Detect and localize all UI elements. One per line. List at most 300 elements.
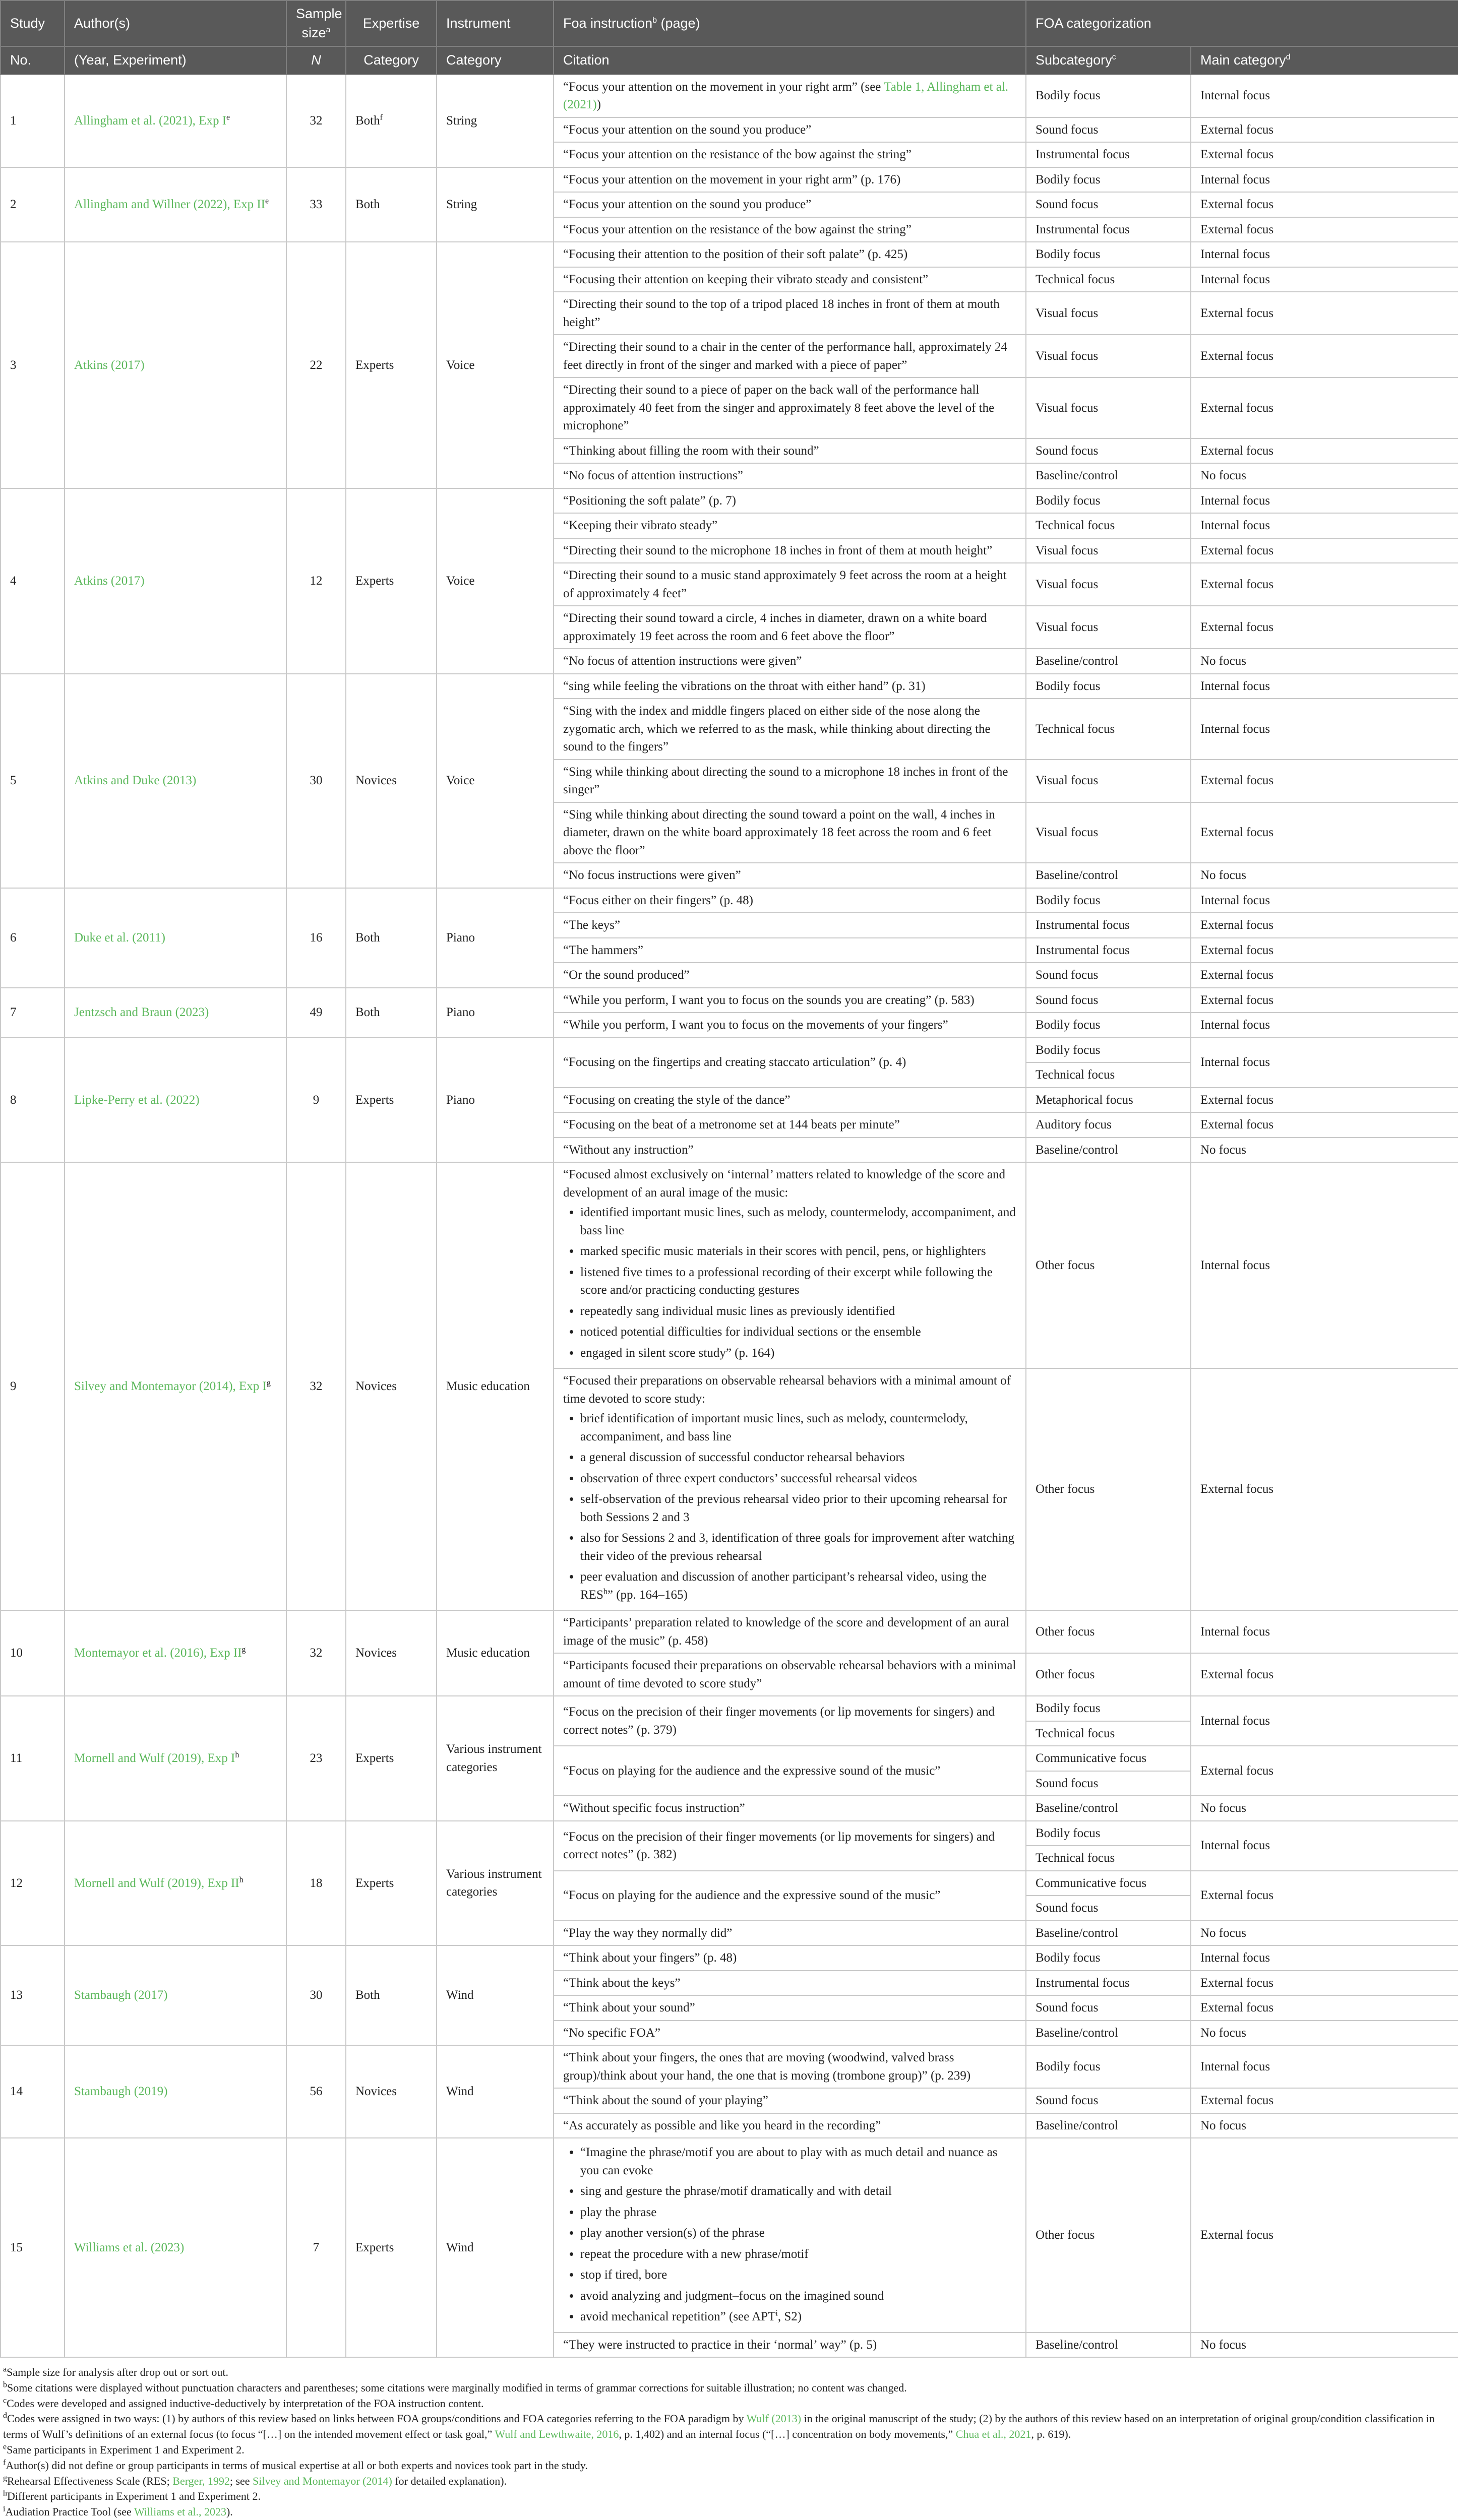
main-category-value: External focus: [1200, 349, 1274, 363]
study-author: [65, 488, 286, 674]
header-instrument: Instrument: [437, 1, 554, 46]
table-row: [1, 75, 1458, 117]
footnote: [3, 2396, 1455, 2412]
citation: [554, 1921, 1026, 1946]
main-category: [1191, 438, 1458, 464]
sample-size: [286, 488, 346, 674]
citation-list-item-text: peer evaluation and discussion of another participant’s rehearsal video, using the RES: [580, 1570, 987, 1602]
footnote-text: Rehearsal Effectiveness Scale (RES;: [7, 2474, 173, 2487]
table-row: [1, 1945, 1458, 1971]
main-category-value: No focus: [1200, 2118, 1246, 2132]
main-category-value: External focus: [1200, 2228, 1274, 2242]
main-category-value: External focus: [1200, 774, 1274, 788]
study-number: [1, 2138, 65, 2357]
citation: [554, 1871, 1026, 1921]
citation-text: “No focus instructions were given”: [563, 868, 741, 883]
instrument-value: Music education: [446, 1379, 530, 1393]
header-expertise: Expertise: [346, 1, 437, 46]
subcategory: [1026, 463, 1191, 488]
subcategory: [1026, 760, 1191, 802]
subcategory: [1026, 988, 1191, 1013]
citation-list: [563, 1410, 1016, 1604]
subcategory-value: Bodily focus: [1036, 1826, 1101, 1840]
main-category: [1191, 913, 1458, 938]
study-number-text: 10: [10, 1646, 23, 1660]
table-row: [1, 1696, 1458, 1746]
main-category: [1191, 760, 1458, 802]
citation-list-item-text: observation of three expert conductors’ successful rehearsal videos: [580, 1471, 918, 1485]
subcategory-value: Baseline/control: [1036, 2026, 1118, 2040]
footnote-text: Audiation Practice Tool (see: [5, 2505, 134, 2518]
instrument: [437, 1696, 554, 1821]
study-number-text: 1: [10, 113, 17, 128]
footnote: [3, 2411, 1455, 2442]
subcategory-value: Sound focus: [1036, 444, 1099, 458]
citation-list-item: [580, 1470, 1016, 1488]
citation: [554, 913, 1026, 938]
author-link: Atkins (2017): [74, 358, 145, 372]
subcategory: [1026, 75, 1191, 117]
instrument: [437, 1821, 554, 1946]
main-category-value: External focus: [1200, 444, 1274, 458]
citation-text: “No focus of attention instructions were given”: [563, 654, 802, 668]
study-number: [1, 1821, 65, 1946]
main-category-value: No focus: [1200, 868, 1246, 883]
author-link: Silvey and Montemayor (2014), Exp I: [74, 1379, 267, 1393]
main-category-value: No focus: [1200, 2338, 1246, 2352]
citation-list-item: [580, 1204, 1016, 1239]
citation-text: “Positioning the soft palate” (p. 7): [563, 493, 736, 508]
footnote-mark: d: [3, 2412, 7, 2421]
citation-text: “While you perform, I want you to focus on the movements of your fingers”: [563, 1018, 948, 1032]
footnote-link[interactable]: Williams et al., 2023: [134, 2505, 226, 2518]
citation-list-item: [580, 1302, 1016, 1320]
subcategory: [1026, 142, 1191, 167]
subcategory: [1026, 1038, 1191, 1088]
footnote-link[interactable]: Chua et al., 2021: [955, 2428, 1031, 2441]
study-number-text: 7: [10, 1005, 17, 1020]
main-category: [1191, 1995, 1458, 2021]
citation: [554, 1138, 1026, 1163]
subcategory-value: Communicative focus: [1036, 1876, 1147, 1890]
subcategory-value: Other focus: [1036, 1482, 1095, 1496]
header-row-1: [1, 1, 1458, 46]
main-category: [1191, 1971, 1458, 1996]
study-number: [1, 2045, 65, 2138]
footnote-link[interactable]: Silvey and Montemayor (2014): [253, 2474, 392, 2487]
main-category: [1191, 2333, 1458, 2358]
subcategory-value: Visual focus: [1036, 620, 1099, 634]
instrument: [437, 1945, 554, 2045]
citation-list-item: [580, 1264, 1016, 1299]
subcategory: [1026, 217, 1191, 242]
instrument-value: Various instrument categories: [446, 1742, 542, 1774]
footnote-text: Author(s) did not define or group participants in terms of musical expertise at all or both experts and novices took part in the study.: [6, 2459, 588, 2472]
sample-size: [286, 1610, 346, 1696]
subcategory-value: Other focus: [1036, 1258, 1095, 1272]
footnote-text: Different participants in Experiment 1 and Experiment 2.: [7, 2490, 261, 2503]
main-category-value: Internal focus: [1200, 1839, 1270, 1853]
study-number-text: 13: [10, 1988, 23, 2002]
study-number-text: 12: [10, 1876, 23, 1890]
table-row: [1, 888, 1458, 913]
study-number: [1, 988, 65, 1038]
citation-text: “Without any instruction”: [563, 1143, 694, 1157]
citation-list-item: [580, 1323, 1016, 1341]
subcategory: [1026, 2113, 1191, 2138]
main-category: [1191, 142, 1458, 167]
subcategory: [1026, 1796, 1191, 1821]
main-category-value: Internal focus: [1200, 1624, 1270, 1639]
study-author: [65, 1610, 286, 1696]
expertise-value: Novices: [355, 1646, 397, 1660]
citation-text: “Directing their sound toward a circle, 4 inches in diameter, drawn on a white board approximately 19 feet across the room and 6 feet above the floor”: [563, 611, 987, 643]
subcategory: [1026, 1696, 1191, 1746]
main-category-value: External focus: [1200, 222, 1274, 236]
sample-size-value: 18: [310, 1876, 323, 1890]
main-category-value: External focus: [1200, 2001, 1274, 2015]
citation-text: “Without specific focus instruction”: [563, 1801, 745, 1815]
citation-text: “Directing their sound to a music stand approximately 9 feet across the room at a height of approximately 4 feet”: [563, 569, 1007, 600]
subcategory: [1026, 2138, 1191, 2333]
main-category-value: No focus: [1200, 469, 1246, 483]
main-category: [1191, 649, 1458, 674]
expertise: [346, 488, 437, 674]
main-category-value: External focus: [1200, 401, 1274, 415]
subcategory-value: Technical focus: [1036, 722, 1115, 736]
citation-list-item: [580, 2182, 1016, 2200]
subcategory-value: Sound focus: [1036, 122, 1099, 137]
subcategory: [1026, 192, 1191, 217]
main-category-value: External focus: [1200, 306, 1274, 320]
sample-size-value: 22: [310, 358, 323, 372]
table-body: [1, 75, 1458, 2358]
header-main-category: Main category$^d$: [1191, 46, 1458, 75]
expertise: [346, 988, 437, 1038]
subcategory: [1026, 292, 1191, 335]
author-footnote-mark: h: [235, 1750, 239, 1759]
table-row: [1, 988, 1458, 1013]
citation-list-item: [580, 1410, 1016, 1445]
subcategory-value: Other focus: [1036, 2228, 1095, 2242]
main-category: [1191, 267, 1458, 292]
sample-size-value: 32: [310, 1646, 323, 1660]
citation: [554, 802, 1026, 863]
citation: [554, 513, 1026, 538]
subcategory: [1026, 888, 1191, 913]
subcategory-value: Sound focus: [1036, 993, 1099, 1007]
subcategory-value: Sound focus: [1026, 1895, 1190, 1920]
footnote: [3, 2365, 1455, 2380]
subcategory: [1026, 267, 1191, 292]
subcategory: [1026, 167, 1191, 193]
author-footnote-mark: e: [265, 197, 269, 206]
expertise: [346, 1162, 437, 1610]
citation-text: “Focusing on the beat of a metronome set at 144 beats per minute”: [563, 1118, 900, 1132]
expertise: [346, 1610, 437, 1696]
main-category: [1191, 699, 1458, 760]
subcategory: [1026, 649, 1191, 674]
main-category: [1191, 192, 1458, 217]
main-category: [1191, 563, 1458, 606]
citation-text: “The hammers”: [563, 943, 643, 957]
subcategory-value: Visual focus: [1036, 401, 1099, 415]
citation-text: “The keys”: [563, 918, 621, 932]
subcategory-value: Baseline/control: [1036, 2118, 1118, 2132]
citation-list-item-text: engaged in silent score study” (p. 164): [580, 1346, 775, 1360]
instrument-value: Voice: [446, 774, 475, 788]
footnote-mark: i: [3, 2504, 6, 2513]
citation-text: “Focus either on their fingers” (p. 48): [563, 893, 753, 907]
citation: [554, 563, 1026, 606]
citation: [554, 438, 1026, 464]
subcategory: [1026, 2333, 1191, 2358]
expertise: [346, 167, 437, 242]
citation-list-item-text: repeatedly sang individual music lines as previously identified: [580, 1304, 895, 1318]
main-category-value: External focus: [1200, 1976, 1274, 1990]
citation: [554, 760, 1026, 802]
subcategory-value: Technical focus: [1036, 519, 1115, 533]
sample-size: [286, 888, 346, 988]
footnote-text: , p. 619).: [1031, 2428, 1071, 2441]
citation-list-item-text: sing and gesture the phrase/motif dramatically and with detail: [580, 2184, 892, 2198]
author-footnote-mark: g: [266, 1378, 271, 1388]
citation-list-item: [580, 2144, 1016, 2179]
sample-size-value: 30: [310, 774, 323, 788]
instrument-value: Piano: [446, 930, 475, 944]
header-no: No.: [1, 46, 65, 75]
subcategory-value: Bodily focus: [1036, 1951, 1101, 1965]
footnote: [3, 2380, 1455, 2396]
main-category: [1191, 292, 1458, 335]
main-category: [1191, 538, 1458, 563]
main-category: [1191, 1112, 1458, 1138]
study-number-text: 8: [10, 1093, 17, 1107]
main-category-value: No focus: [1200, 2026, 1246, 2040]
main-category: [1191, 1945, 1458, 1971]
main-category: [1191, 2113, 1458, 2138]
author-footnote-mark: e: [226, 113, 230, 122]
main-category-value: External focus: [1200, 943, 1274, 957]
citation-text: “Play the way they normally did”: [563, 1926, 733, 1940]
table-row: [1, 1610, 1458, 1653]
footnote-link[interactable]: Berger, 1992: [172, 2474, 230, 2487]
subcategory-value: Instrumental focus: [1036, 918, 1130, 932]
main-category-value: External focus: [1200, 2094, 1274, 2108]
main-category: [1191, 863, 1458, 888]
expertise: [346, 1945, 437, 2045]
citation-list-item: [580, 2287, 1016, 2305]
citation-list-item-text: avoid analyzing and judgment–focus on the imagined sound: [580, 2289, 884, 2303]
main-category: [1191, 1610, 1458, 1653]
citation-list-item-text: play the phrase: [580, 2205, 657, 2219]
citation-text: “No specific FOA”: [563, 2026, 660, 2040]
subcategory-value: Baseline/control: [1036, 868, 1118, 883]
subcategory: [1026, 1871, 1191, 1921]
citation: [554, 1013, 1026, 1038]
citation-list-item: [580, 2266, 1016, 2284]
header-subcategory: Subcategory$^c$: [1026, 46, 1191, 75]
citation-link[interactable]: Table 1, Allingham et al. (2021): [563, 80, 1009, 112]
citation-list-item: [580, 1242, 1016, 1261]
citation: [554, 377, 1026, 438]
subcategory: [1026, 2088, 1191, 2113]
expertise-value: Novices: [355, 2085, 397, 2099]
main-category: [1191, 1368, 1458, 1610]
citation-text: “Focusing their attention to the position of their soft palate” (p. 425): [563, 247, 908, 262]
main-category-value: External focus: [1200, 826, 1274, 840]
study-number: [1, 1038, 65, 1163]
author-link: Allingham and Willner (2022), Exp II: [74, 198, 266, 212]
citation-text: ): [596, 98, 601, 112]
citation-text: “Focusing on creating the style of the dance”: [563, 1093, 791, 1107]
main-category-value: Internal focus: [1200, 272, 1270, 286]
citation: [554, 1112, 1026, 1138]
main-category: [1191, 1653, 1458, 1696]
subcategory: [1026, 1746, 1191, 1796]
citation-footnote-mark: i: [775, 2309, 778, 2318]
main-category-value: Internal focus: [1200, 1951, 1270, 1965]
citation-text: “Thinking about filling the room with their sound”: [563, 444, 819, 458]
citation: [554, 1971, 1026, 1996]
sample-size-value: 32: [310, 113, 323, 128]
footnote-text: for detailed explanation).: [392, 2474, 507, 2487]
instrument-value: Music education: [446, 1646, 530, 1660]
citation: [554, 1162, 1026, 1368]
author-link: Allingham et al. (2021), Exp I: [74, 113, 227, 128]
citation: [554, 2088, 1026, 2113]
sample-size-value: 9: [313, 1093, 320, 1107]
subcategory-value: Technical focus: [1026, 1721, 1190, 1746]
footnote-text: ; see: [229, 2474, 253, 2487]
citation-intro: “Focused their preparations on observable rehearsal behaviors with a minimal amount of time devoted to score study:: [563, 1374, 1011, 1406]
footnote: [3, 2489, 1455, 2504]
citation: [554, 1821, 1026, 1871]
subcategory-value: Metaphorical focus: [1036, 1093, 1133, 1107]
sample-size: [286, 1696, 346, 1821]
main-category: [1191, 335, 1458, 377]
subcategory: [1026, 2021, 1191, 2046]
subcategory: [1026, 963, 1191, 988]
subcategory: [1026, 1368, 1191, 1610]
subcategory: [1026, 438, 1191, 464]
footnote-link[interactable]: Wulf and Lewthwaite, 2016: [495, 2428, 619, 2441]
main-category: [1191, 242, 1458, 267]
table-row: [1, 167, 1458, 193]
citation-text: “Think about your fingers” (p. 48): [563, 1951, 737, 1965]
main-category: [1191, 1162, 1458, 1368]
subcategory: [1026, 1995, 1191, 2021]
citation-text: “No focus of attention instructions”: [563, 469, 743, 483]
study-number-text: 11: [10, 1751, 23, 1766]
citation-list-item-text: a general discussion of successful conductor rehearsal behaviors: [580, 1451, 905, 1465]
citation-intro: “Focused almost exclusively on ‘internal’ matters related to knowledge of the score and development of an aural image of the music:: [563, 1168, 1006, 1200]
citation-text: “Focusing on the fingertips and creating staccato articulation” (p. 4): [563, 1055, 906, 1069]
citation-text: “Participants’ preparation related to knowledge of the score and development of an aural image of the music” (p. 458): [563, 1616, 1010, 1648]
citation: [554, 2021, 1026, 2046]
instrument: [437, 1038, 554, 1163]
subcategory-value: Technical focus: [1026, 1845, 1190, 1870]
expertise-value: Both: [355, 198, 380, 212]
subcategory: [1026, 938, 1191, 963]
study-author: [65, 888, 286, 988]
main-category: [1191, 802, 1458, 863]
citation-list-item: [580, 1448, 1016, 1467]
sample-size-value: 12: [310, 574, 323, 588]
footnote: [3, 2504, 1455, 2520]
citation: [554, 2045, 1026, 2088]
footnote-text: in the original manuscript of the study; (2) by the authors of this review based on an interpretation of original group/condition classification in terms of Wulf’s definitions of an external focus (to focus “[…] on the intended movement effect or task goal,”: [3, 2412, 1435, 2441]
main-category-value: External focus: [1200, 148, 1274, 162]
citation-text: “sing while feeling the vibrations on the throat with either hand” (p. 31): [563, 679, 926, 693]
citation: [554, 2113, 1026, 2138]
citation-list-item: [580, 2245, 1016, 2263]
main-category: [1191, 938, 1458, 963]
main-category-value: Internal focus: [1200, 493, 1270, 508]
author-link: Jentzsch and Braun (2023): [74, 1005, 209, 1020]
sample-size: [286, 242, 346, 488]
expertise-value: Novices: [355, 1379, 397, 1393]
sample-size: [286, 1821, 346, 1946]
main-category-value: No focus: [1200, 1801, 1246, 1815]
citation: [554, 988, 1026, 1013]
subcategory-value: Technical focus: [1036, 272, 1115, 286]
citation-text: “Directing their sound to a chair in the center of the performance hall, approximately 24 feet directly in front of the singer and marked with a piece of paper”: [563, 340, 1007, 372]
footnote-mark: e: [3, 2442, 7, 2451]
main-category-value: External focus: [1200, 1118, 1274, 1132]
main-category: [1191, 2045, 1458, 2088]
subcategory: [1026, 2045, 1191, 2088]
expertise-value: Both: [355, 1988, 380, 2002]
main-category-value: External focus: [1200, 1763, 1274, 1778]
study-author: [65, 2045, 286, 2138]
study-number: [1, 75, 65, 167]
main-category-value: Internal focus: [1200, 679, 1270, 693]
citation: [554, 538, 1026, 563]
author-link: Duke et al. (2011): [74, 930, 165, 944]
instrument: [437, 2138, 554, 2357]
expertise-value: Both: [355, 930, 380, 944]
citation-list-item-text: also for Sessions 2 and 3, identification of three goals for improvement after watching their video of the previous rehearsal: [580, 1531, 1014, 1563]
subcategory-value: Baseline/control: [1036, 1801, 1118, 1815]
subcategory-value: Bodily focus: [1036, 172, 1101, 186]
main-category-value: External focus: [1200, 1667, 1274, 1681]
citation-text: “Think about the sound of your playing”: [563, 2094, 768, 2108]
footnote-link[interactable]: Wulf (2013): [746, 2412, 802, 2425]
subcategory-value: Bodily focus: [1036, 893, 1101, 907]
subcategory-value: Sound focus: [1036, 198, 1099, 212]
expertise-value: Experts: [355, 1093, 394, 1107]
citation-text: “Sing while thinking about directing the sound to a microphone 18 inches in front of the singer”: [563, 765, 1008, 797]
table-row: [1, 1162, 1458, 1368]
main-category: [1191, 1821, 1458, 1871]
citation-list-item: [580, 2308, 1016, 2326]
citation: [554, 292, 1026, 335]
subcategory: [1026, 377, 1191, 438]
citation-text: “Directing their sound to the microphone 18 inches in front of them at mouth height”: [563, 543, 993, 557]
author-link: Williams et al. (2023): [74, 2240, 185, 2254]
study-author: [65, 1945, 286, 2045]
subcategory-value: Baseline/control: [1036, 654, 1118, 668]
main-category-value: Internal focus: [1200, 89, 1270, 103]
main-category-value: Internal focus: [1200, 1055, 1270, 1069]
author-link: Atkins and Duke (2013): [74, 774, 197, 788]
expertise: [346, 242, 437, 488]
citation: [554, 649, 1026, 674]
study-number-text: 15: [10, 2240, 23, 2254]
citation-list: [563, 2144, 1016, 2326]
study-author: [65, 988, 286, 1038]
